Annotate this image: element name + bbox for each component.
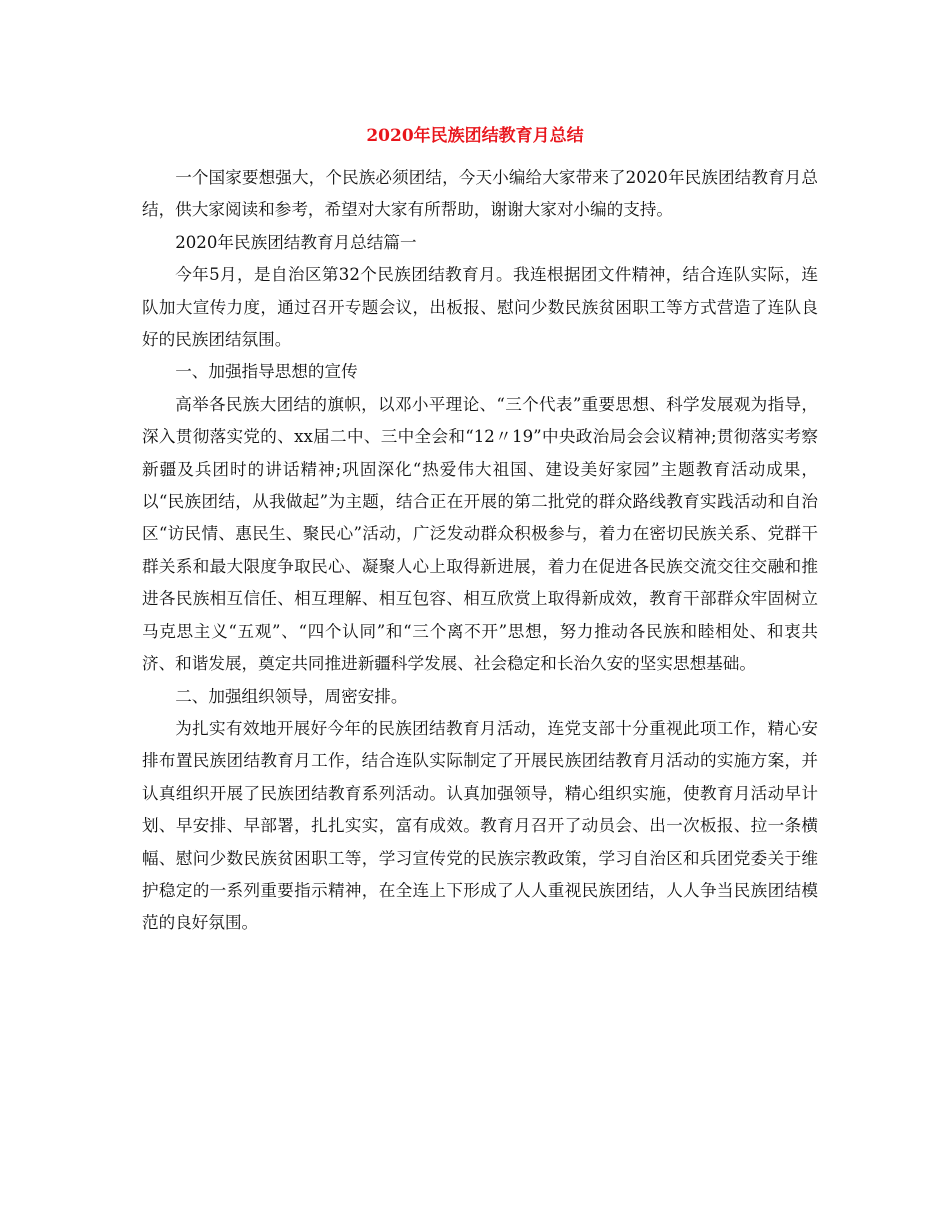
body-paragraph: 今年5月，是自治区第32个民族团结教育月。我连根据团文件精神，结合连队实际，连队加大宣传力度，通过召开专题会议，出板报、慰问少数民族贫困职工等方式营造了连队良好的民族团结氛围。 bbox=[142, 265, 818, 350]
document-body bbox=[142, 162, 818, 940]
section-heading-part-one: 2020年民族团结教育月总结篇一 bbox=[175, 232, 417, 252]
body-paragraph: 为扎实有效地开展好今年的民族团结教育月活动，连党支部十分重视此项工作，精心安排布置民族团结教育月工作，结合连队实际制定了开展民族团结教育月活动的实施方案，并认真组织开展了民族团结教育系列活动。认真加强领导，精心组织实施，使教育月活动早计划、早安排、早部署，扎扎实实，富有成效。教育月召开了动员会、出一次板报、拉一条横幅、慰问少数民族贫困职工等，学习宣传党的民族宗教政策，学习自治区和兵团党委关于维护稳定的一系列重要指示精神，在全连上下形成了人人重视民族团结，人人争当民族团结模范的良好氛围。 bbox=[142, 718, 818, 933]
document-title: 2020年民族团结教育月总结 bbox=[366, 126, 584, 146]
body-paragraph: 高举各民族大团结的旗帜，以邓小平理论、“三个代表”重要思想、科学发展观为指导，深入贯彻落实党的、xx届二中、三中全会和“12〃19”中央政治局会会议精神;贯彻落实考察新疆及兵团时的讲话精神;巩固深化“热爱伟大祖国、建设美好家园”主题教育活动成果，以“民族团结，从我做起”为主题，结合正在开展的第二批党的群众路线教育实践活动和自治区“访民情、惠民生、聚民心”活动，广泛发动群众积极参与，着力在密切民族关系、党群干群关系和最大限度争取民心、凝聚人心上取得新进展，着力在促进各民族交流交往交融和推进各民族相互信任、相互理解、相互包容、相互欣赏上取得新成效，教育干部群众牢固树立马克思主义“五观”、“四个认同”和“三个离不开”思想，努力推动各民族和睦相处、和衷共济、和谐发展，奠定共同推进新疆科学发展、社会稳定和长治久安的坚实思想基础。 bbox=[142, 394, 818, 674]
section-heading-organization: 二、加强组织领导，周密安排。 bbox=[175, 686, 408, 706]
section-heading-guiding-ideology: 一、加强指导思想的宣传 bbox=[175, 362, 358, 382]
intro-paragraph: 一个国家要想强大，个民族必须团结，今天小编给大家带来了2020年民族团结教育月总结，供大家阅读和参考，希望对大家有所帮助，谢谢大家对小编的支持。 bbox=[142, 168, 818, 220]
